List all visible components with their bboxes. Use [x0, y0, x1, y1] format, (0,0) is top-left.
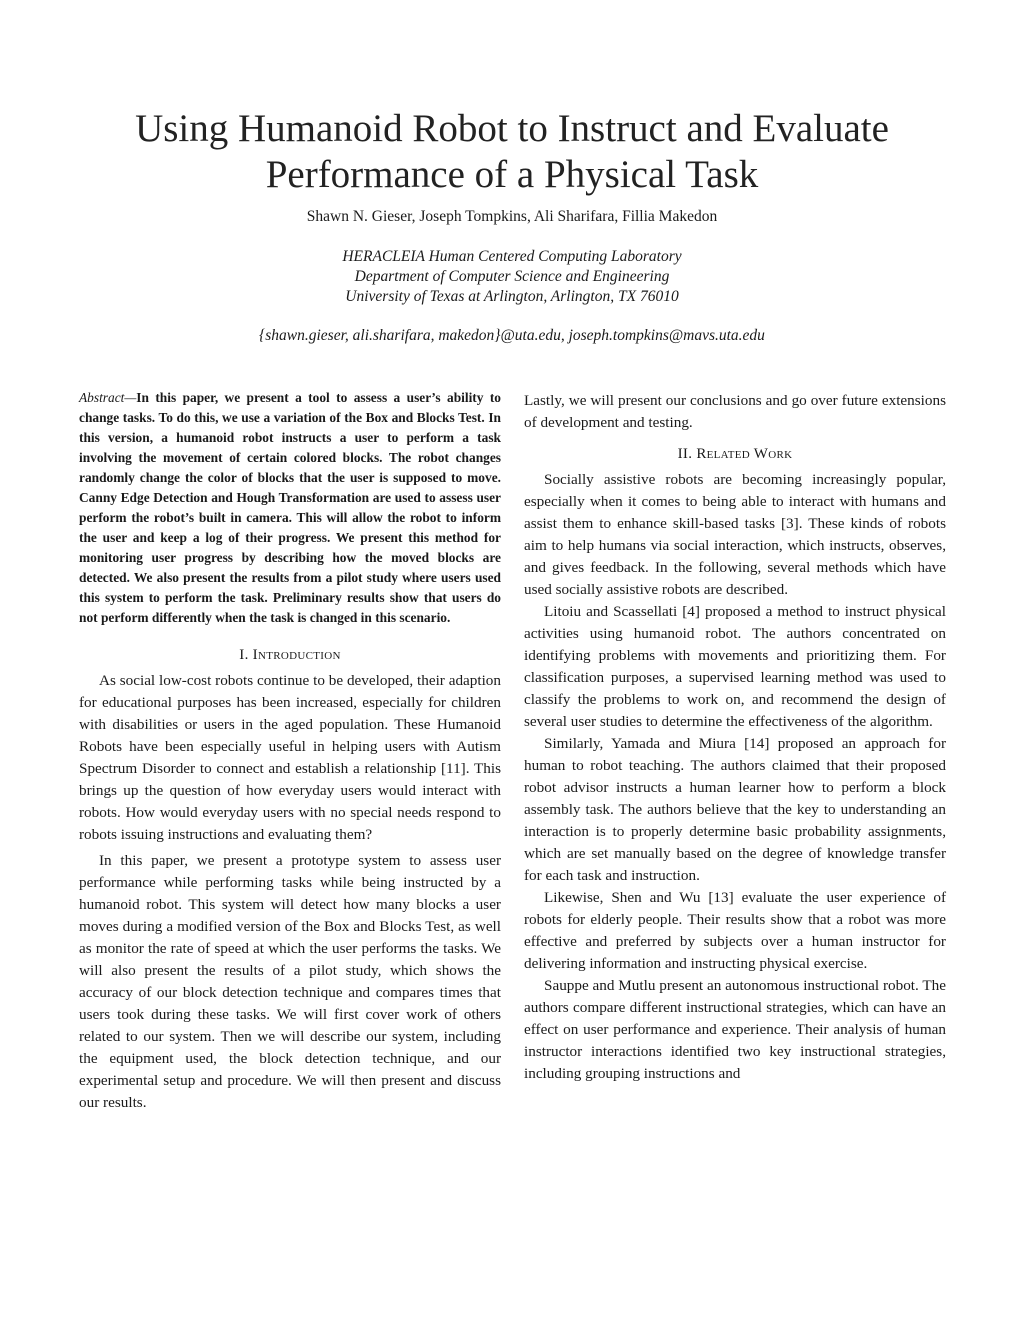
left-column: [79, 388, 501, 1114]
abstract-text: In this paper, we present a tool to assess a user’s ability to change tasks. To do this, we use a variation of the Box and Blocks Test. In this version, a humanoid robot instructs a user to perform a task involving the movement of certain colored blocks. The robot changes randomly change the color of blocks that the user is supposed to move. Canny Edge Detection and Hough Transformation are used to assess user perform the robot’s built in camera. This will allow the robot to inform the user and keep a log of their progress. We present this method for monitoring user progress by describing how the moved blocks are detected. We also present the results from a pilot study where users used this system to perform the task. Preliminary results show that users do not perform differently when the task is changed in this scenario.: [79, 390, 501, 625]
paper-title: [0, 106, 1024, 198]
right-column: [524, 390, 946, 1085]
related-paragraph: Socially assistive robots are becoming increasingly popular, especially when it comes to being able to interact with humans and assist them to enhance skill-based tasks [3]. These kinds of robots aim to help humans via social interaction, which instructs, observes, and gives feedback. In the following, several methods which have used socially assistive robots are described.: [524, 471, 946, 598]
abstract-lead: Abstract—: [79, 390, 137, 405]
section-heading-introduction: I. Introduction: [239, 647, 341, 663]
affiliation-lab: HERACLEIA Human Centered Computing Laboratory: [342, 248, 682, 265]
title-line-2: Performance of a Physical Task: [265, 153, 759, 196]
related-paragraph: Litoiu and Scassellati [4] proposed a method to instruct physical activities using humanoid robot. The authors concentrated on identifying problems with movements and prioritizing them. For classification purposes, a supervised learning method was used to classify the problems to work on, and recommend the design of several user studies to determine the effectiveness of the algorithm.: [524, 603, 946, 730]
author-emails: {shawn.gieser, ali.sharifara, makedon}@uta.edu, joseph.tompkins@mavs.uta.edu: [259, 327, 765, 344]
related-paragraph: Similarly, Yamada and Miura [14] proposed an approach for human to robot teaching. The authors claimed that their proposed robot advisor instructs a human learner how to perform a block assembly task. The authors believe that the key to understanding an interaction is to properly determine basic probability assignments, which are set manually based on the degree of knowledge transfer for each task and instruction.: [524, 735, 946, 884]
title-line-1: Using Humanoid Robot to Instruct and Evaluate: [135, 107, 889, 150]
abstract: [79, 388, 501, 628]
related-paragraph: Likewise, Shen and Wu [13] evaluate the user experience of robots for elderly people. Their results show that a robot was more effective and preferred by subjects over a human instructor for delivering information and instructing physical exercise.: [524, 889, 946, 972]
affiliation-university: University of Texas at Arlington, Arlington, TX 76010: [345, 288, 679, 305]
intro-paragraph: In this paper, we present a prototype system to assess user performance while performing tasks while being instructed by a humanoid robot. This system will detect how many blocks a user moves during a modified version of the Box and Blocks Test, as well as monitor the rate of speed at which the user performs the tasks. We will also present the results of a pilot study, which shows the accuracy of our block detection technique and compares times that users took during these tasks. We will first cover work of others related to our system. Then we will describe our system, including the equipment used, the block detection technique, and our experimental setup and procedure. We will then present and discuss our results.: [79, 852, 501, 1111]
affiliation-department: Department of Computer Science and Engineering: [354, 268, 670, 285]
intro-paragraph-continued: Lastly, we will present our conclusions and go over future extensions of development and testing.: [524, 392, 946, 431]
author-list: Shawn N. Gieser, Joseph Tompkins, Ali Sharifara, Fillia Makedon: [306, 208, 718, 225]
related-paragraph: Sauppe and Mutlu present an autonomous instructional robot. The authors compare different instructional strategies, which can have an effect on user performance and experience. Their analysis of human instructor interactions identified two key instructional strategies, including grouping instructions and: [524, 977, 946, 1082]
affiliation: [0, 247, 1024, 307]
section-heading-related-work: II. Related Work: [677, 446, 793, 462]
intro-paragraph: As social low-cost robots continue to be developed, their adaption for educational purposes has been increased, especially for children with disabilities or users in the aged population. These Humanoid Robots have been especially useful in helping users with Autism Spectrum Disorder to connect and establish a relationship [11]. This brings up the question of how everyday users would interact with robots. How would everyday users with no special needs respond to robots issuing instructions and evaluating them?: [79, 672, 501, 843]
